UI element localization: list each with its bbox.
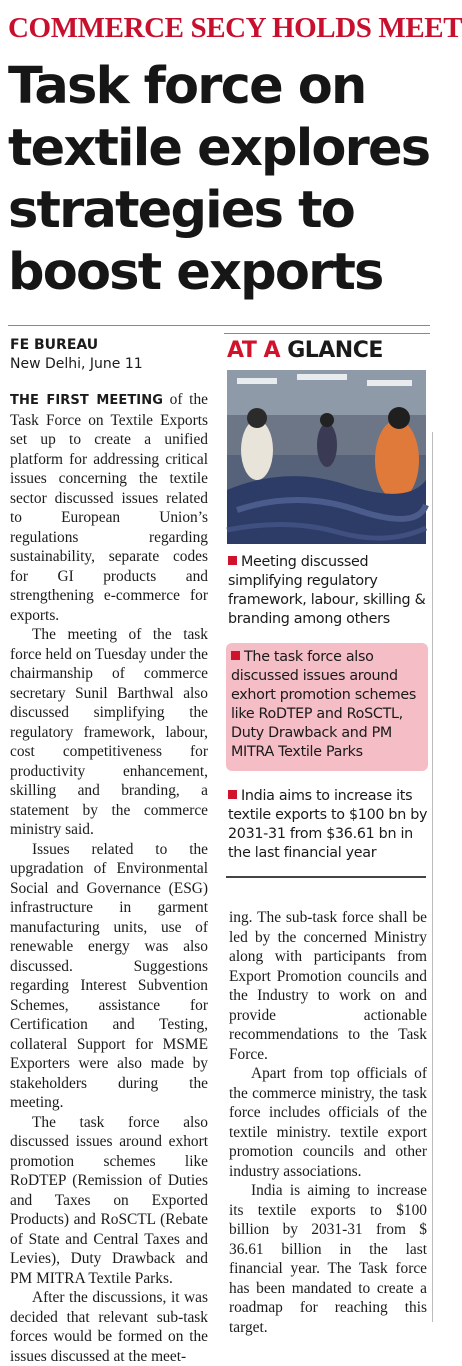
glance-bullet bbox=[231, 648, 425, 762]
divider bbox=[224, 333, 430, 334]
article-paragraph: The task force also discussed issues around exhort promotion schemes like RoDTEP (Remission of Duties and Taxes on Exported Products) and RoSCTL (Rebate of State and Central Taxes and Levies), Duty Drawback and PM MITRA Textile Parks. bbox=[10, 1113, 208, 1287]
byline-dateline: New Delhi, June 11 bbox=[10, 356, 143, 372]
divider bbox=[8, 325, 430, 326]
headline: Task force on textile explores strategies to boost exports bbox=[8, 57, 430, 302]
lead-in: THE FIRST MEETING bbox=[10, 393, 163, 408]
article-paragraph: Issues related to the upgradation of Environmental Social and Governance (ESG) infrastructure in garment manufacturing units, use of renewable energy was also discussed. Suggestions regarding Interest Subvention Schemes, assistance for Certification and Testing, collateral Support for MSME Exporters were also made by stakeholders during the meeting. bbox=[10, 840, 208, 1111]
article-column-right bbox=[229, 908, 427, 1337]
article-paragraph: India is aiming to increase its textile exports to $100 billion by 2031-31 from $ 36.61 billion in the last financial year. The Task force has been mandated to create a roadmap for reaching this target. bbox=[229, 1182, 427, 1336]
glance-title-black: GLANCE bbox=[287, 338, 383, 363]
bullet-text: The task force also discussed issues around exhort promotion schemes like RoDTEP and RoSCTL, Duty Drawback and PM MITRA Textile Parks bbox=[231, 649, 416, 760]
bullet-square-icon bbox=[228, 790, 237, 799]
bullet-text: Meeting discussed simplifying regulatory framework, labour, skilling & branding among others bbox=[228, 554, 426, 627]
byline-bureau: FE BUREAU bbox=[10, 337, 99, 353]
paragraph-text: of the Task Force on Textile Exports set up to create a unified platform for addressing critical issues concerning the textile sector discussed issues related to European Union’s regulations regarding sustainability, separate codes for GI products and strengthening e-commerce for exports. bbox=[10, 391, 208, 624]
article-paragraph: Apart from top officials of the commerce ministry, the task force includes officials of the textile ministry. textile export promotion councils and other industry associations. bbox=[229, 1065, 427, 1180]
divider bbox=[226, 876, 426, 878]
glance-bullet bbox=[228, 553, 428, 629]
article-column-left bbox=[10, 390, 208, 1366]
bullet-square-icon bbox=[228, 556, 237, 565]
glance-bullet bbox=[228, 787, 428, 863]
byline bbox=[10, 336, 210, 374]
page-edge bbox=[432, 432, 433, 1322]
kicker: COMMERCE SECY HOLDS MEET bbox=[8, 12, 462, 44]
factory-photo-illustration bbox=[227, 370, 426, 544]
textile-factory-photo bbox=[227, 370, 426, 544]
article-paragraph bbox=[10, 390, 208, 625]
article-paragraph: ing. The sub-task force shall be led by the concerned Ministry along with participants from Export Promotion councils and the Industry to work on and provide actionable recommendations to the Task Force. bbox=[229, 909, 427, 1063]
at-a-glance-title bbox=[227, 338, 383, 363]
glance-title-red: AT A bbox=[227, 338, 281, 363]
article-paragraph: The meeting of the task force held on Tuesday under the chairmanship of commerce secretary Sunil Barthwal also discussed simplifying the regulatory framework, labour, cost competitiveness for productivity enhancement, skilling and branding, a statement by the commerce ministry said. bbox=[10, 626, 208, 838]
bullet-square-icon bbox=[231, 651, 240, 660]
article-paragraph: After the discussions, it was decided that relevant sub-task forces would be formed on the issues discussed at the meet- bbox=[10, 1289, 208, 1365]
bullet-text: India aims to increase its textile exports to $100 bn by 2031-31 from $36.61 bn in the last financial year bbox=[228, 788, 428, 861]
